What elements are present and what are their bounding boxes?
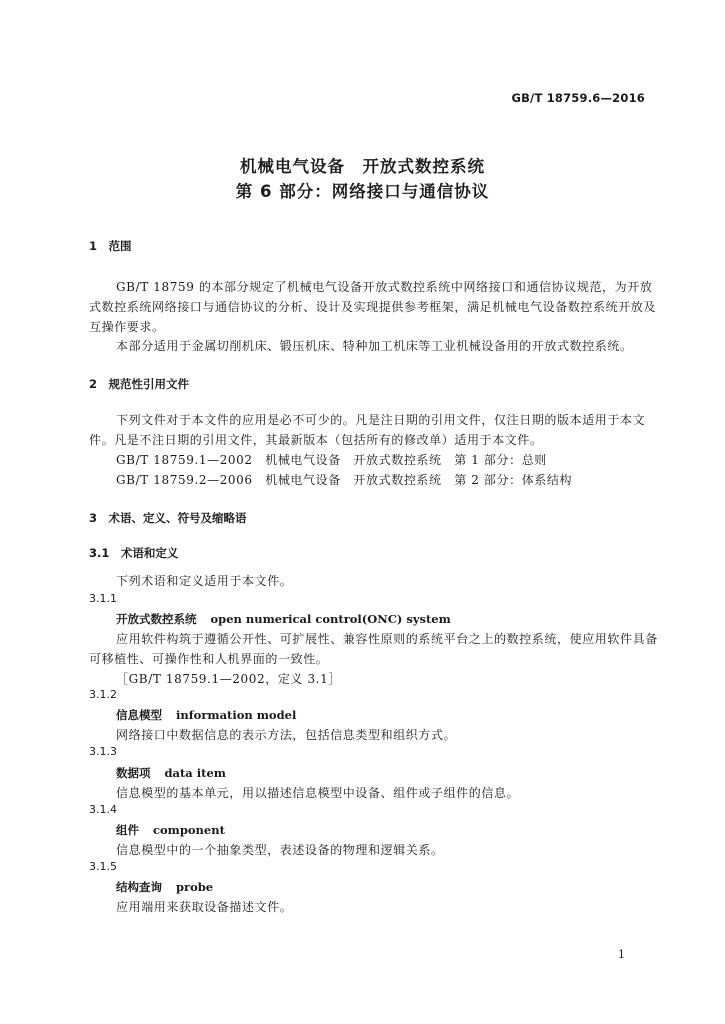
section-1-heading: 1 范围 [89,239,132,253]
term-number: 3.1.5 [89,860,117,873]
term-heading [116,822,225,838]
term-source: ［GB/T 18759.1—2002，定义 3.1］ [116,672,341,686]
term-heading [116,879,213,895]
section-2-heading: 2 规范性引用文件 [89,377,190,391]
section-3-1-heading: 3.1 术语和定义 [89,546,179,560]
term-en: open numerical control(ONC) system [210,612,451,626]
term-definition-line-2: 可移植性、可操作性和人机界面的一致性。 [89,652,329,666]
term-zh: 数据项 [116,766,151,780]
section-1-para-line-1: GB/T 18759 的本部分规定了机械电气设备开放式数控系统中网络接口和通信协议规范，为开放 [116,280,653,294]
term-heading [116,765,226,781]
page-number: 1 [618,948,625,961]
term-number: 3.1.1 [89,592,117,605]
term-zh: 信息模型 [116,708,162,722]
term-en: data item [164,766,226,780]
term-number: 3.1.4 [89,803,117,816]
term-definition-line-1: 网络接口中数据信息的表示方法，包括信息类型和组织方式。 [116,728,457,742]
document-title-line-2: 第 6 部分：网络接口与通信协议 [235,182,490,201]
reference-1: GB/T 18759.1—2002 机械电气设备 开放式数控系统 第 1 部分：总则 [116,453,547,467]
term-number: 3.1.2 [89,688,117,701]
reference-2: GB/T 18759.2—2006 机械电气设备 开放式数控系统 第 2 部分：体系结构 [116,473,573,487]
section-1-para-line-2: 式数控系统网络接口与通信协议的分析、设计及实现提供参考框架，满足机械电气设备数控系统开放及 [89,300,657,314]
term-en: probe [176,880,214,894]
section-2-para-line-2: 件。凡是不注日期的引用文件，其最新版本（包括所有的修改单）适用于本文件。 [89,433,543,447]
term-heading [116,611,451,627]
term-definition-line-1: 信息模型中的一个抽象类型，表述设备的物理和逻辑关系。 [116,843,444,857]
section-1-para-line-3: 互操作要求。 [89,320,165,334]
term-definition-line-1: 应用端用来获取设备描述文件。 [116,900,293,914]
standard-number: GB/T 18759.6—2016 [511,91,645,105]
term-en: component [153,823,225,837]
section-1-scope-para: 本部分适用于金属切削机床、锻压机床、特种加工机床等工业机械设备用的开放式数控系统。 [116,339,633,353]
term-definition-line-1: 应用软件构筑于遵循公开性、可扩展性、兼容性原则的系统平台之上的数控系统，使应用软件具备 [116,632,658,646]
term-heading [116,707,296,723]
document-title-line-1: 机械电气设备 开放式数控系统 [240,157,485,176]
section-3-heading: 3 术语、定义、符号及缩略语 [89,511,247,525]
term-zh: 结构查询 [116,880,162,894]
term-definition-line-1: 信息模型的基本单元，用以描述信息模型中设备、组件或子组件的信息。 [116,786,520,800]
section-3-1-intro: 下列术语和定义适用于本文件。 [116,574,293,588]
term-zh: 组件 [116,823,139,837]
term-en: information model [176,708,297,722]
term-number: 3.1.3 [89,745,117,758]
section-2-para-line-1: 下列文件对于本文件的应用是必不可少的。凡是注日期的引用文件，仅注日期的版本适用于本文 [116,413,646,427]
term-zh: 开放式数控系统 [116,612,197,626]
